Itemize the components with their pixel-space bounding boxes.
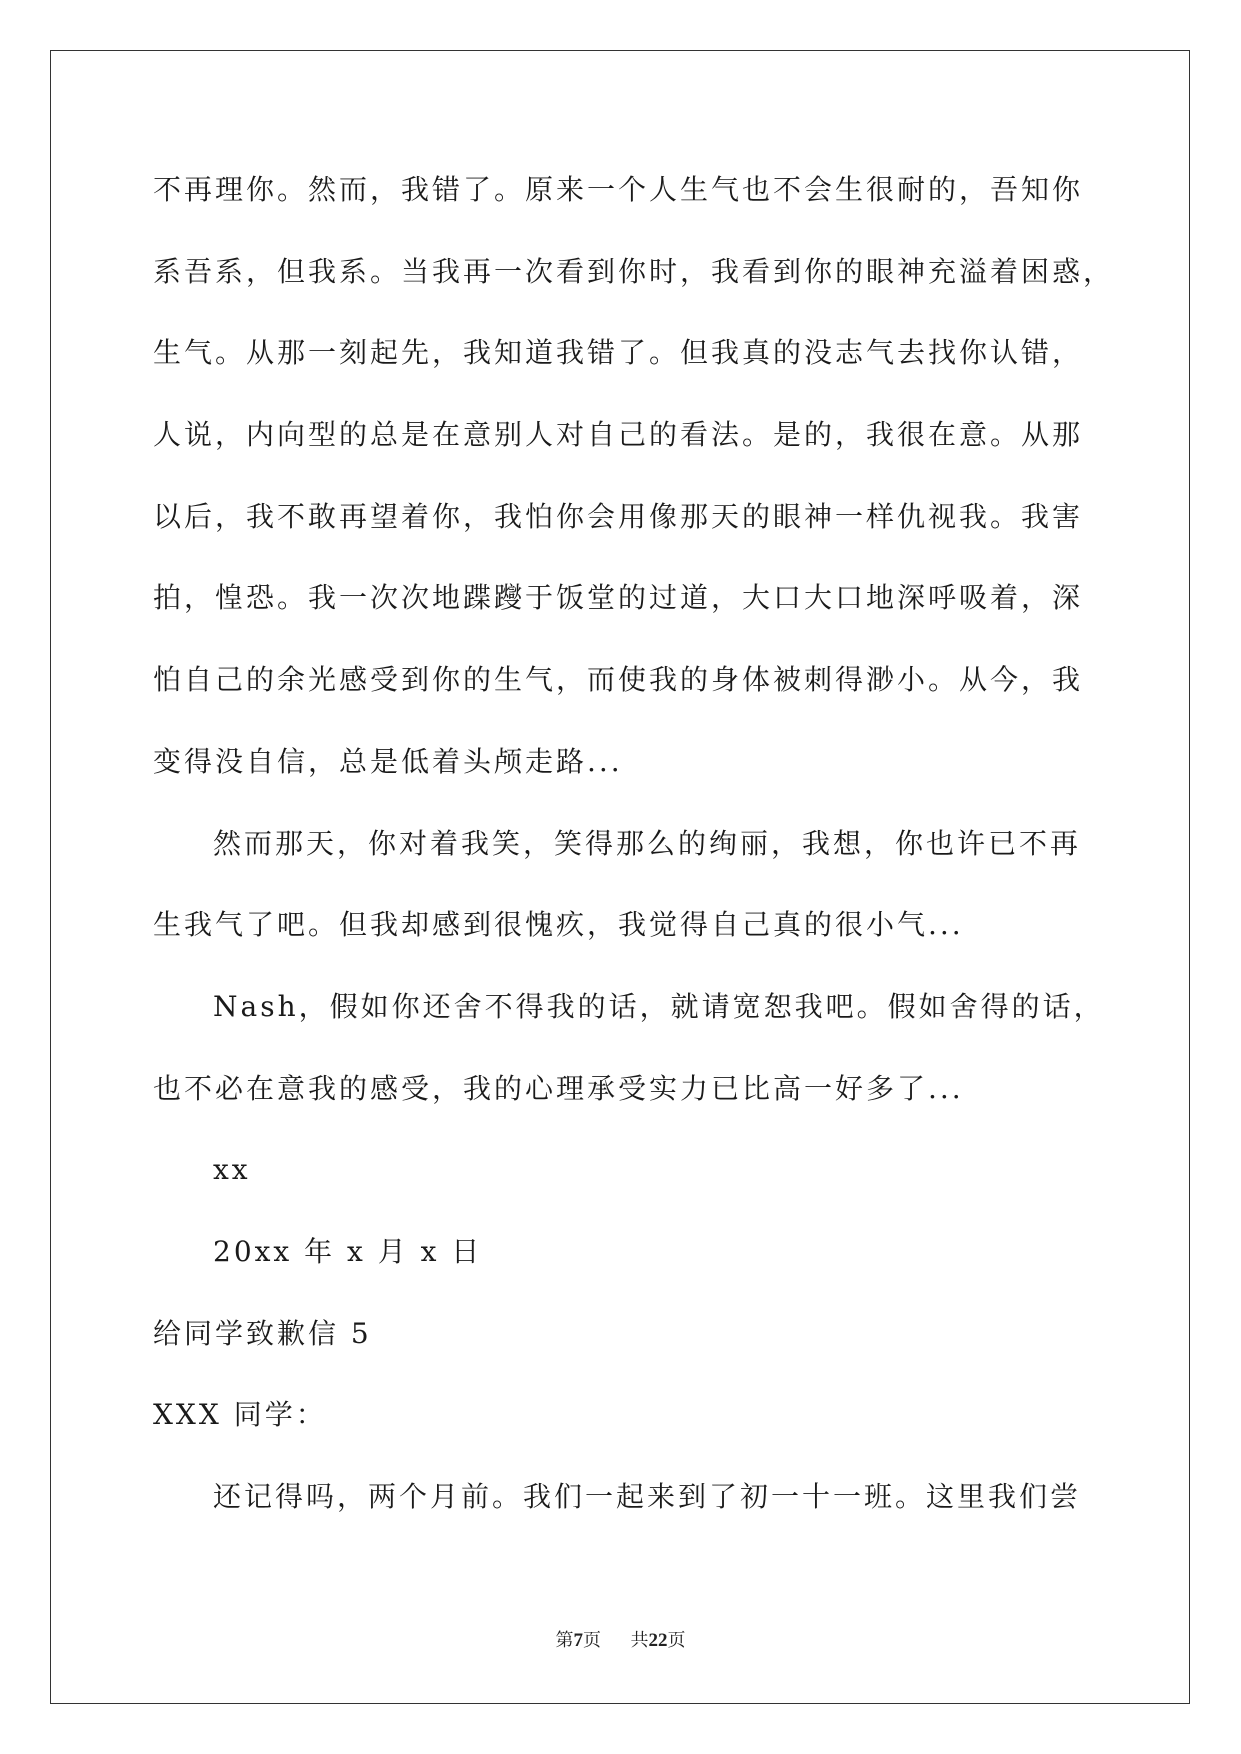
text-line: 变得没自信，总是低着头颅走路... — [153, 744, 623, 778]
text-line: 生气。从那一刻起先，我知道我错了。但我真的没志气去找你认错， — [153, 336, 1084, 370]
text-line: 系吾系，但我系。当我再一次看到你时，我看到你的眼神充溢着困惑， — [153, 254, 1115, 288]
text-line: 人说，内向型的总是在意别人对自己的看法。是的，我很在意。从那 — [153, 418, 1084, 452]
page-prefix: 第 — [555, 1630, 574, 1651]
current-page-number: 7 — [573, 1630, 584, 1651]
section-heading: 给同学致歉信 5 — [153, 1316, 372, 1350]
text-line: 拍，惶恐。我一次次地蹀躞于饭堂的过道，大口大口地深呼吸着，深 — [153, 581, 1084, 615]
page-footer — [0, 1626, 1241, 1652]
salutation: XXX 同学： — [153, 1398, 327, 1432]
text-line: 怕自己的余光感受到你的生气，而使我的身体被刺得渺小。从今，我 — [153, 663, 1084, 697]
paragraph-start: 然而那天，你对着我笑，笑得那么的绚丽，我想，你也许已不再 — [213, 826, 1082, 860]
text-line: 也不必在意我的感受，我的心理承受实力已比高一好多了... — [153, 1071, 964, 1105]
letter-date: 20xx 年 x 月 x 日 — [213, 1234, 483, 1268]
signature: xx — [213, 1153, 251, 1187]
total-suffix: 页 — [667, 1630, 686, 1651]
text-line: 以后，我不敢再望着你，我怕你会用像那天的眼神一样仇视我。我害 — [153, 499, 1084, 533]
paragraph-start: 还记得吗，两个月前。我们一起来到了初一十一班。这里我们尝 — [213, 1480, 1082, 1513]
text-line: 不再理你。然而，我错了。原来一个人生气也不会生很耐的，吾知你 — [153, 173, 1084, 206]
total-prefix: 共 — [630, 1630, 649, 1651]
page-total — [630, 1630, 685, 1651]
document-body — [153, 149, 1153, 1538]
paragraph-start: Nash，假如你还舍不得我的话，就请宽恕我吧。假如舍得的话， — [213, 989, 1105, 1023]
text-line: 生我气了吧。但我却感到很愧疚，我觉得自己真的很小气... — [153, 908, 964, 942]
page-number — [556, 1630, 607, 1651]
page-suffix: 页 — [583, 1630, 602, 1651]
total-page-count: 22 — [648, 1630, 668, 1651]
